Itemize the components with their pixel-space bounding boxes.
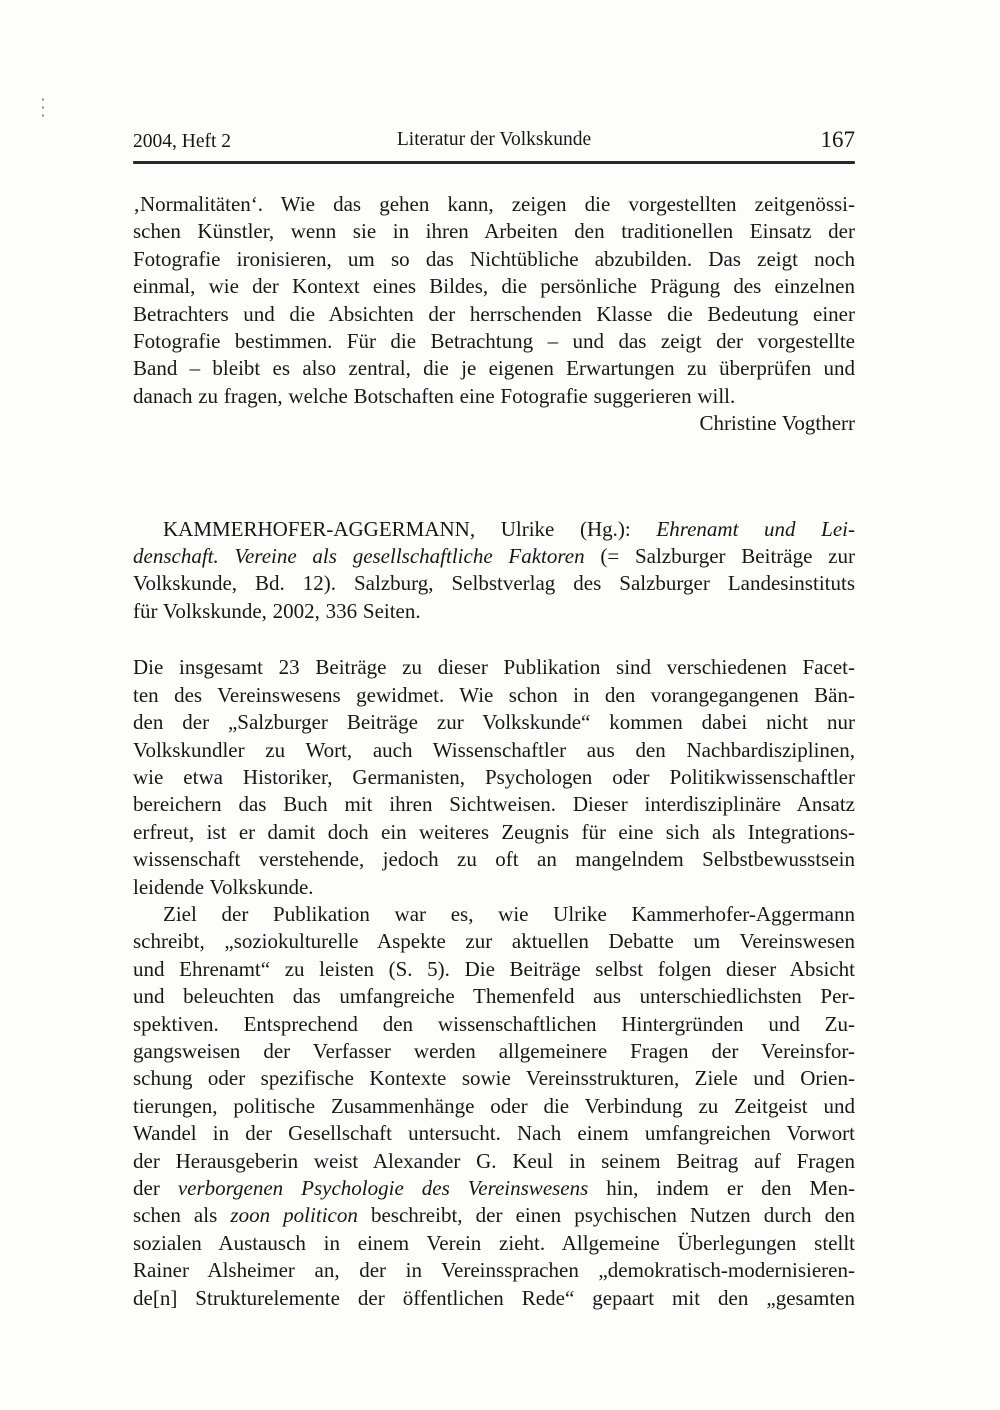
text-line xyxy=(133,1120,855,1147)
text-line xyxy=(133,246,855,273)
text-segment: (= Salzburger Beiträge zur xyxy=(584,544,855,569)
text-line xyxy=(133,654,855,681)
text-line xyxy=(133,1065,855,1092)
text-line xyxy=(133,410,855,437)
text-line xyxy=(133,764,855,791)
text-line xyxy=(133,1257,855,1284)
text-segment: spektiven. Entsprechend den wissenschaftlichen Hintergründen und Zu- xyxy=(133,1011,855,1036)
text-segment: hin, indem er den Men- xyxy=(588,1176,855,1200)
block-main xyxy=(133,901,855,1312)
text-line xyxy=(133,983,855,1010)
text-segment: bereichern das Buch mit ihren Sichtweisen. Dieser interdisziplinäre Ansatz xyxy=(133,792,855,817)
text-segment: KAMMERHOFER-AGGERMANN, Ulrike (Hg.): xyxy=(163,516,657,541)
text-segment: Fotografie bestimmen. Für die Betrachtung – und das zeigt der vorgestellte xyxy=(133,329,855,354)
text-line xyxy=(133,1285,855,1312)
text-line xyxy=(133,191,855,218)
text-line xyxy=(133,956,855,983)
text-line xyxy=(133,516,855,543)
scan-speckle xyxy=(42,98,46,122)
text-segment: Rainer Alsheimer an, der in Vereinssprachen „demokratisch-modernisieren- xyxy=(133,1258,855,1283)
text-segment: de[n] Strukturelemente der öffentlichen Rede“ gepaart mit den „gesamten xyxy=(133,1285,855,1310)
text-segment: Volkskundler zu Wort, auch Wissenschaftler aus den Nachbardisziplinen, xyxy=(133,737,855,762)
header-rule xyxy=(133,161,855,164)
text-line xyxy=(133,1175,855,1202)
text-line xyxy=(133,301,855,328)
text-segment: Christine Vogtherr xyxy=(699,411,855,436)
text-segment: tierungen, politische Zusammenhänge oder die Verbindung zu Zeitgeist und xyxy=(133,1093,855,1118)
text-segment: erfreut, ist er damit doch ein weiteres Zeugnis für eine sich als Integrations- xyxy=(133,819,855,844)
text-line xyxy=(133,791,855,818)
text-line xyxy=(133,355,855,382)
text-line xyxy=(133,1148,855,1175)
text-line xyxy=(133,1202,855,1229)
page-number: 167 xyxy=(820,127,855,152)
text-line xyxy=(133,570,855,597)
text-segment: Wandel in der Gesellschaft untersucht. Nach einem umfangreichen Vorwort xyxy=(133,1121,855,1146)
text-segment: und Ehrenamt“ zu leisten (S. 5). Die Beiträge selbst folgen dieser Absicht xyxy=(133,956,855,981)
page-body xyxy=(133,191,855,1312)
page-header xyxy=(133,128,855,154)
text-line xyxy=(133,1011,855,1038)
text-line xyxy=(133,543,855,570)
block-signature xyxy=(133,410,855,437)
text-segment: der xyxy=(133,1176,178,1200)
text-segment: beschreibt, der einen psychischen Nutzen durch den xyxy=(357,1203,855,1228)
text-line xyxy=(133,1230,855,1257)
journal-title: Literatur der Volkskunde xyxy=(396,129,592,150)
text-segment: und beleuchten das umfangreiche Themenfeld aus unterschiedlichsten Per- xyxy=(133,984,855,1009)
text-segment: Die insgesamt 23 Beiträge zu dieser Publikation sind verschiedenen Facet- xyxy=(133,655,855,680)
text-segment: schung oder spezifische Kontexte sowie Vereinsstrukturen, Ziele und Orien- xyxy=(133,1066,855,1091)
text-line xyxy=(133,709,855,736)
italic-text-segment: verborgenen Psychologie des Vereinswesens xyxy=(177,1176,589,1200)
block-review-end xyxy=(133,191,855,410)
text-segment: Fotografie ironisieren, um so das Nichtübliche abzubilden. Das zeigt noch xyxy=(133,246,855,271)
text-segment: schen Künstler, wenn sie in ihren Arbeiten den traditionellen Einsatz der xyxy=(133,219,855,244)
text-segment: danach zu fragen, welche Botschaften eine Fotografie suggerieren will. xyxy=(133,383,736,408)
italic-text-segment: Ehrenamt und Lei- xyxy=(656,516,856,541)
text-segment: ‚Normalitäten‘. Wie das gehen kann, zeigen die vorgestellten zeitgenössi- xyxy=(133,192,855,216)
text-segment: Volkskunde, Bd. 12). Salzburg, Selbstverlag des Salzburger Landesinstituts xyxy=(133,571,855,596)
text-line xyxy=(133,901,855,928)
text-segment: schreibt, „soziokulturelle Aspekte zur aktuellen Debatte um Vereinswesen xyxy=(133,929,855,954)
text-column xyxy=(133,128,855,1312)
text-line xyxy=(133,1093,855,1120)
text-segment: leidende Volkskunde. xyxy=(133,874,314,899)
text-segment: schen als xyxy=(133,1203,231,1228)
text-line xyxy=(133,928,855,955)
text-line xyxy=(133,874,855,901)
text-line xyxy=(133,383,855,410)
text-segment: Band – bleibt es also zentral, die je eigenen Erwartungen zu überprüfen und xyxy=(133,356,855,381)
text-line xyxy=(133,819,855,846)
text-segment: Ziel der Publikation war es, wie Ulrike Kammerhofer-Aggermann xyxy=(163,901,855,926)
block-citation xyxy=(133,516,855,626)
text-segment: ten des Vereinswesens gewidmet. Wie schon in den vorangegangenen Bän- xyxy=(133,682,855,707)
text-line xyxy=(133,218,855,245)
italic-text-segment: zoon politicon xyxy=(230,1203,358,1228)
text-segment: sozialen Austausch in einem Verein zieht. Allgemeine Überlegungen stellt xyxy=(133,1230,855,1255)
text-line xyxy=(133,328,855,355)
text-segment: den der „Salzburger Beiträge zur Volkskunde“ kommen dabei nicht nur xyxy=(133,710,855,735)
text-line xyxy=(133,846,855,873)
text-segment: der Herausgeberin weist Alexander G. Keul in seinem Beitrag auf Fragen xyxy=(133,1148,855,1173)
text-segment: wie etwa Historiker, Germanisten, Psychologen oder Politikwissenschaftler xyxy=(133,764,855,789)
text-line xyxy=(133,682,855,709)
issue-label: 2004, Heft 2 xyxy=(133,131,232,152)
text-segment: Betrachters und die Absichten der herrschenden Klasse die Bedeutung einer xyxy=(133,301,855,326)
text-line xyxy=(133,737,855,764)
text-segment: für Volkskunde, 2002, 336 Seiten. xyxy=(133,598,421,623)
text-line xyxy=(133,273,855,300)
italic-text-segment: denschaft. Vereine als gesellschaftliche Faktoren xyxy=(133,544,585,569)
text-segment: gangsweisen der Verfasser werden allgemeinere Fragen der Vereinsfor- xyxy=(133,1038,855,1063)
text-line xyxy=(133,598,855,625)
text-segment: einmal, wie der Kontext eines Bildes, die persönliche Prägung des einzelnen xyxy=(133,274,855,299)
text-line xyxy=(133,1038,855,1065)
text-segment: wissenschaft verstehende, jedoch zu oft an mangelndem Selbstbewusstsein xyxy=(133,847,855,872)
block-intro xyxy=(133,654,855,901)
